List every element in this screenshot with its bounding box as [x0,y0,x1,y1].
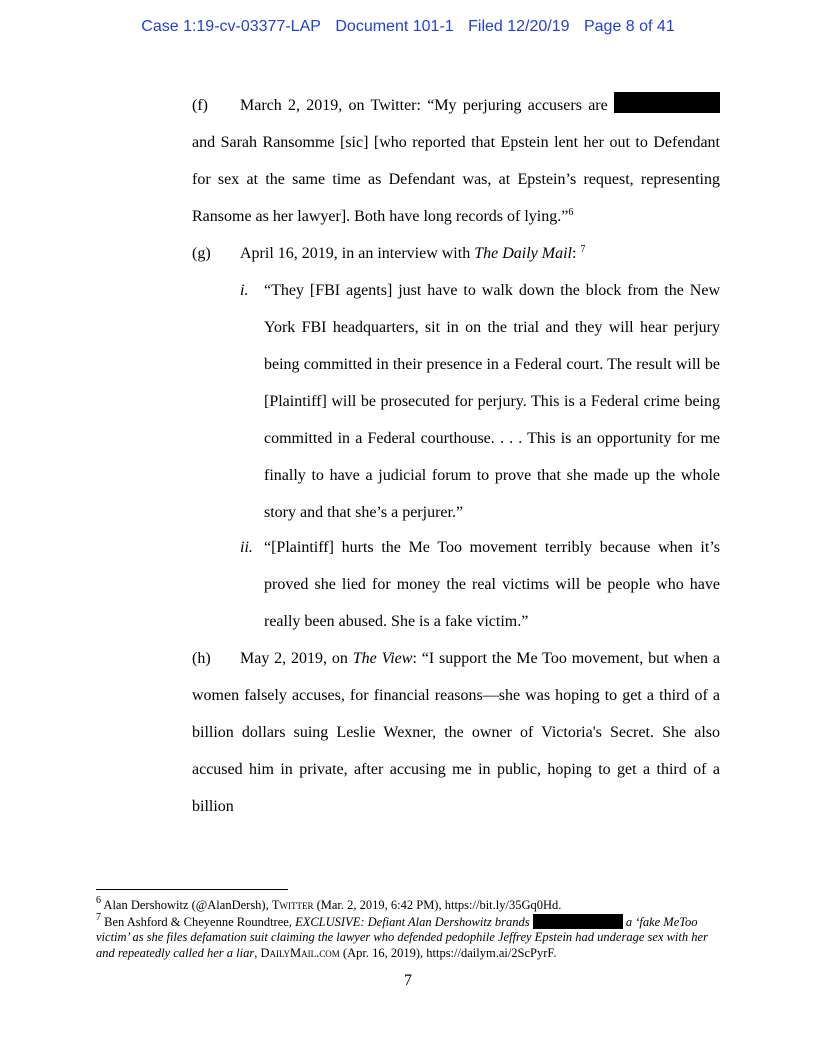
item-g-text-after: : [571,245,581,262]
quote-ii-number: ii. [240,539,253,556]
quote-ii-text: “[Plaintiff] hurts the Me Too movement terribly because when it’s proved she lied for money the real victims will be people who have really been abused. She is a fake victim.” [264,539,720,630]
footnote-6 [96,895,720,914]
footnote-6-citation: (Mar. 2, 2019, 6:42 PM), https://bit.ly/35Gq0Hd. [313,898,562,912]
item-f-text-after: and Sarah Ransomme [sic] [who reported that Epstein lent her out to Defendant for sex at the same time as Defendant was, at Epstein’s request, representing Ransome as her lawyer]. Both have long records of lying.” [192,134,720,225]
footnote-7-title-start: EXCLUSIVE: Defiant Alan Dershowitz brands [295,914,533,929]
item-f-text-before: March 2, 2019, on Twitter: “My perjuring accusers are [240,97,614,114]
document-number: Document 101-1 [335,18,454,35]
item-f [192,87,720,235]
footnote-7-title-end: a ‘fake MeToo victim’ as she files defamation suit claiming the lawyer who defended pedophile Jeffrey Epstein had underage sex with her and repeatedly called her a liar [96,914,708,960]
item-g-label: (g) [192,245,211,262]
quote-i [240,272,720,531]
item-h-text-before: May 2, 2019, on [240,650,353,667]
case-header [0,18,816,36]
footnotes [96,895,720,961]
case-number: Case 1:19-cv-03377-LAP [141,18,321,35]
item-h-text-after: : “I support the Me Too movement, but when a women falsely accuses, for financial reasons—she was hoping to get a third of a billion dollars suing Leslie Wexner, the owner of Victoria's Secret. She also accused him in private, after accusing me in public, hoping to get a third of a billion [192,650,721,815]
footnote-ref-6: 6 [568,207,574,218]
redaction-box [614,92,720,113]
page-of-total: Page 8 of 41 [583,18,675,35]
footnote-6-number: 6 [96,895,101,906]
item-g-text-before: April 16, 2019, in an interview with [240,245,475,262]
footnote-7-authors: Ben Ashford & Cheyenne Roundtree, [101,914,296,929]
footnote-ref-7: 7 [580,244,586,255]
item-f-label: (f) [192,97,208,114]
item-h-label: (h) [192,650,211,667]
footnote-7-separator: , [254,945,261,960]
footnote-7-outlet: DailyMail.com [260,945,340,960]
item-g-source: The Daily Mail [474,245,572,262]
filed-date: Filed 12/20/19 [468,18,570,35]
item-g [192,235,720,272]
footnote-7 [96,911,720,962]
item-h [192,640,720,825]
footnote-7-number: 7 [96,911,101,923]
footnote-7-citation: (Apr. 16, 2019), https://dailym.ai/2ScPyrF. [339,945,557,960]
quote-i-text: “They [FBI agents] just have to walk down the block from the New York FBI headquarters, sit in on the trial and they will hear perjury being committed in their presence in a Federal court. The result will be [Plaintiff] will be prosecuted for perjury. This is a Federal crime being committed in a Federal courthouse. . . . This is an opportunity for me finally to have a judicial forum to prove that she made up the whole story and that she’s a perjurer.” [264,282,720,521]
footnote-divider [96,889,288,890]
page-number: 7 [404,972,412,989]
quote-ii [240,529,720,640]
quote-i-number: i. [240,282,249,299]
item-h-source: The View [352,650,413,667]
redaction-box [533,914,623,929]
footnote-6-author: Alan Dershowitz (@AlanDersh), [101,898,272,912]
footnote-6-outlet: Twitter [271,898,314,912]
